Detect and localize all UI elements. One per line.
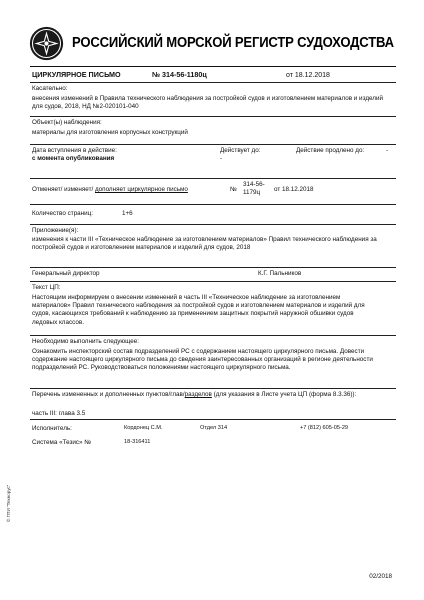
- thesis-section: [30, 438, 396, 450]
- document-type: ЦИРКУЛЯРНОЕ ПИСЬМО: [32, 70, 121, 79]
- entry-date-value: с момента опубликования: [32, 155, 115, 162]
- actions-text: Ознакомить инспекторский состав подразделений РС с содержанием настоящего циркулярного письма. Довести содержание настоящего циркулярного письма до сведения заинтересованных организаций в регионе деятельности подразделений РС. Руководствоваться положениями настоящего циркулярного письма.: [32, 348, 373, 372]
- concerning-section: [30, 82, 396, 116]
- executor-phone: +7 (812) 605-05-29: [300, 425, 349, 431]
- executor-department: Отдел 314: [200, 425, 228, 431]
- pages-section: [30, 204, 396, 223]
- appendices-label: Приложение(я):: [32, 227, 79, 234]
- appendices-section: [30, 224, 396, 267]
- amends-number-label: №: [230, 186, 237, 193]
- supervision-label: Объект(ы) наблюдения:: [32, 119, 102, 126]
- body-section: [30, 281, 396, 334]
- footer-code: 02/2018: [369, 573, 392, 580]
- title-row: [30, 66, 396, 82]
- valid-until-label: Действует до:: [220, 147, 261, 154]
- body-text: Настоящим информируем о внесении изменений в часть III «Техническое наблюдение за изготовлением материалов» Правил технического наблюдения за постройкой судов и изготовлением материалов и изделий для судов, касающихся требований к наблюдению за применением защитных покрытий наружной обшивки судов ледовых классов.: [32, 294, 365, 326]
- actions-section: [30, 335, 396, 388]
- changes-label: Перечень измененных и дополненных пунктов/глав/разделов (для указания в Листе учета ЦП (форма 8.3.36)):: [32, 391, 357, 398]
- amends-label: Отменяет/ изменяет/ дополняет циркулярное письмо: [32, 186, 188, 193]
- thesis-label: Система «Тезис» №: [32, 439, 92, 446]
- side-stamp: © ПТИ "Технорус": [6, 484, 11, 522]
- actions-label: Необходимо выполнить следующее:: [32, 338, 139, 345]
- amends-section: [30, 178, 396, 204]
- supervision-text: материалы для изготовления корпусных конструкций: [32, 129, 188, 136]
- appendices-text: изменения к части III «Техническое наблюдение за изготовлением материалов» Правил технического наблюдения за постройкой судов и изготовлением материалов и изделий для судов, 2018: [32, 236, 377, 252]
- validity-section: [30, 144, 396, 177]
- executor-label: Исполнитель:: [32, 425, 72, 432]
- signatory-section: [30, 267, 396, 281]
- amends-number-value: 314-56-1179ц: [243, 181, 265, 197]
- thesis-value: 18-316411: [124, 439, 151, 445]
- organization-name: РОССИЙСКИЙ МОРСКОЙ РЕГИСТР СУДОХОДСТВА: [72, 34, 394, 51]
- changes-section: [30, 388, 396, 419]
- pages-value: 1+6: [122, 210, 133, 217]
- executor-name: Кордонец С.М.: [124, 425, 163, 431]
- extended-until-label: Действие продлено до:: [296, 147, 365, 154]
- extended-until-value: -: [386, 147, 389, 154]
- signatory-name: К.Г. Пальников: [258, 270, 302, 277]
- signatory-position: Генеральный директор: [32, 270, 100, 277]
- body-label: Текст ЦП:: [32, 284, 61, 291]
- document-date: от 18.12.2018: [286, 72, 330, 79]
- valid-until-value: -: [220, 155, 223, 162]
- document-form: [30, 66, 396, 596]
- amends-type-underlined: дополняет циркулярное письмо: [94, 186, 188, 193]
- changes-value: часть III: глава 3.5: [32, 410, 86, 417]
- document-number: № 314-56-1180ц: [152, 70, 207, 79]
- pages-label: Количество страниц:: [32, 210, 93, 217]
- supervision-section: [30, 116, 396, 139]
- concerning-text: внесения изменений в Правила технического наблюдения за постройкой судов и изготовлением материалов и изделий для судов, 2018, НД №2-020101-040: [32, 95, 383, 111]
- concerning-label: Касательно:: [32, 85, 68, 92]
- executor-section: [30, 419, 396, 436]
- rs-logo-icon: [29, 26, 64, 61]
- entry-date-label: Дата вступления в действие:: [32, 147, 117, 154]
- changes-label-underlined: разделов: [184, 391, 212, 398]
- amends-date: от 18.12.2018: [274, 186, 314, 193]
